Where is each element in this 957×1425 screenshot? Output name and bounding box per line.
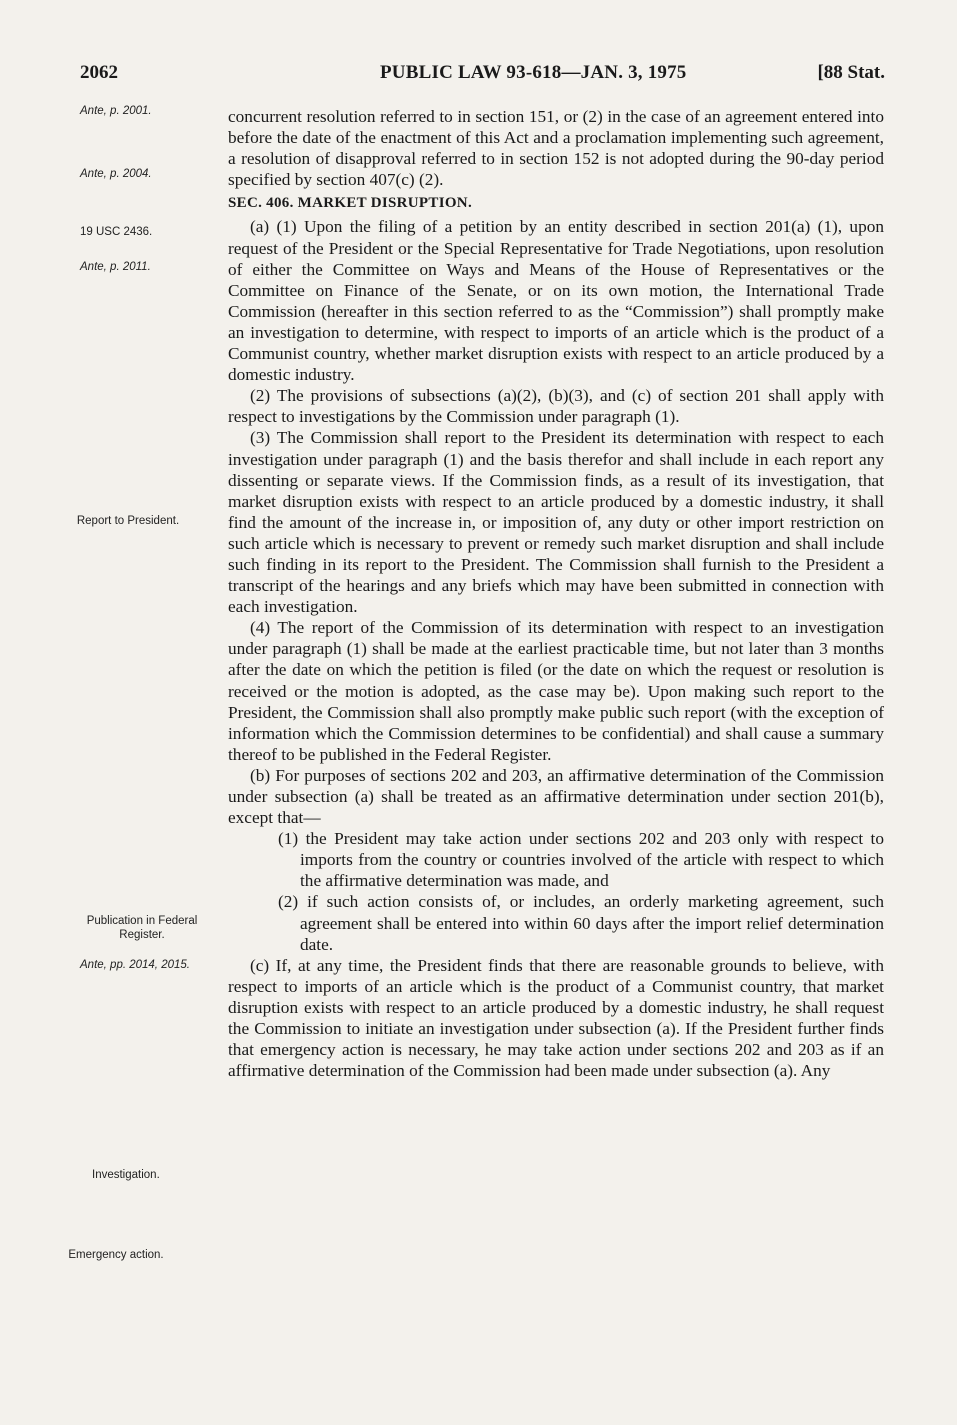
margin-note-ante-2001: Ante, p. 2001. [80, 105, 152, 117]
paragraph-a1: (a) (1) Upon the filing of a petition by an entity described in section 201(a) (1), upon request of the President or the Special Representative for Trade Negotiations, upon resolution of either the Committee on Ways and Means of the House of Representatives or the Committee on Finance of the Senate, or on its own motion, the International Trade Commission (hereafter in this section referred to as the “Commission”) shall promptly make an investigation to determine, with respect to imports of an article which is the product of a Communist country, whether market disruption exists with respect to an article produced by a domestic industry. [228, 217, 884, 385]
page-title: PUBLIC LAW 93-618—JAN. 3, 1975 [380, 62, 687, 83]
paragraph-a4: (4) The report of the Commission of its determination with respect to an investigation under paragraph (1) shall be made at the earliest practicable time, but not later than 3 months after the date on which the petition is filed (or the date on which the request or resolution is received or the motion is adopted, as the case may be). Upon making such report to the President, the Commission shall also promptly make public such report (with the exception of information which the Commission determines to be confidential) and shall cause a summary thereof to be published in the Federal Register. [228, 618, 884, 764]
margin-note-report: Report to President. [76, 515, 180, 527]
section-heading: SEC. 406. MARKET DISRUPTION. [228, 195, 472, 212]
page-header [80, 62, 885, 88]
margin-note-ante-2004: Ante, p. 2004. [80, 168, 152, 180]
paragraph-continuation: concurrent resolution referred to in section 151, or (2) in the case of an agreement entered into before the date of the enactment of this Act and a proclamation implementing such agreement, a resolution of disapproval referred to in section 152 is not adopted during the 90-day period specified by section 407(c) (2). [228, 107, 884, 190]
margin-note-publication: Publication in Federal Register. [86, 915, 198, 941]
statute-reference: [88 Stat. [817, 62, 885, 83]
margin-note-emergency: Emergency action. [68, 1249, 164, 1261]
margin-note-investigation: Investigation. [92, 1169, 160, 1181]
main-text [228, 106, 884, 1081]
paragraph-c: (c) If, at any time, the President finds that there are reasonable grounds to believe, with respect to imports of an article which is the product of a Communist country, that market disruption exists with respect to an article produced by a domestic industry, he shall request the Commission to initiate an investigation under subsection (a). If the President further finds that emergency action is necessary, he may take action under sections 202 and 203 as if an affirmative determination of the Commission had been made under subsection (a). Any [228, 955, 884, 1081]
margin-note-usc: 19 USC 2436. [80, 226, 153, 238]
paragraph-b1: (1) the President may take action under sections 202 and 203 only with respect to imports from the country or countries involved of the article with respect to which the affirmative determination was made, and [278, 829, 884, 891]
paragraph-b: (b) For purposes of sections 202 and 203, an affirmative determination of the Commission under subsection (a) shall be treated as an affirmative determination under section 201(b), except that— [228, 765, 884, 828]
margin-note-ante-2011: Ante, p. 2011. [80, 261, 151, 273]
paragraph-a2: (2) The provisions of subsections (a)(2), (b)(3), and (c) of section 201 shall apply with respect to investigations by the Commission under paragraph (1). [228, 386, 884, 427]
page-number: 2062 [80, 62, 118, 83]
paragraph-a3: (3) The Commission shall report to the President its determination with respect to each investigation under paragraph (1) and the basis therefor and shall include in each report any dissenting or separate views. If the Commission finds, as a result of its investigation, that market disruption exists with respect to an article produced by a domestic industry, it shall find the amount of the increase in, or imposition of, any duty or other import restriction on such article which is necessary to prevent or remedy such market disruption and shall include such finding in its report to the President. The Commission shall furnish to the President a transcript of the hearings and any briefs which may have been submitted in connection with each investigation. [228, 428, 884, 617]
paragraph-b2: (2) if such action consists of, or includes, an orderly marketing agreement, such agreement shall be entered into within 60 days after the import relief determination date. [278, 892, 884, 954]
margin-note-ante-2014: Ante, pp. 2014, 2015. [80, 959, 190, 971]
